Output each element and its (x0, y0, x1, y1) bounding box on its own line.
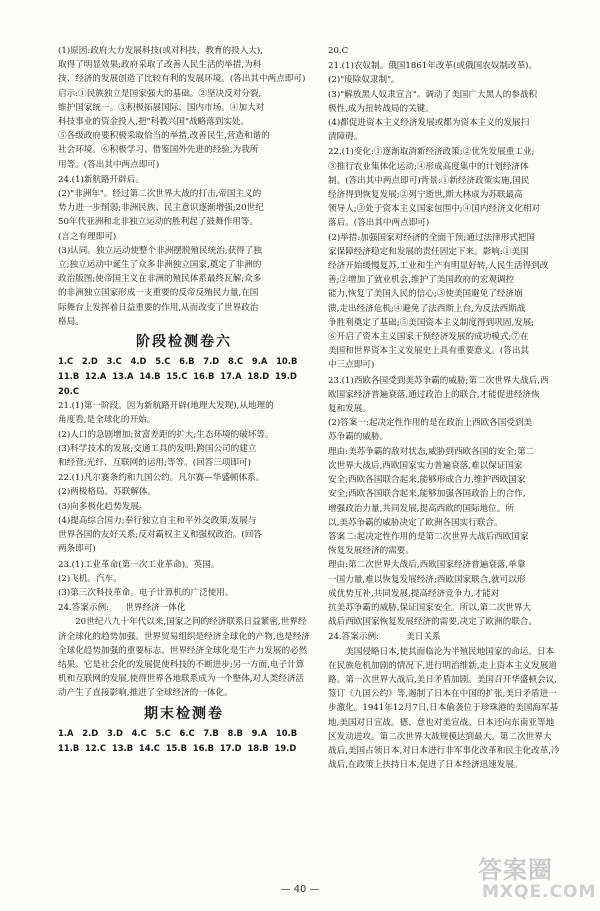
text-line: 家保障经济稳定和发展的责任固定下来。影响:①美国 (328, 246, 529, 257)
section-title-final-exam: 期末检测卷 (144, 705, 224, 722)
text-line: 23.(1)工业革命(第一次工业革命)。英国。 (58, 559, 220, 570)
text-line: (3)向多极化趋势发展。 (58, 501, 148, 512)
text-line: 技、经济的发展创造了比较有利的发展环境。(答出其中两点即可) (58, 74, 306, 85)
text-line: (2)答案一:起决定性作用的是在政治上西欧各国受到美 (328, 418, 533, 429)
text-line: 欧国家经济普遍衰落,通过政治上的联合,才能促进经济恢 (328, 389, 540, 400)
text-line: 世界各国的友好关系;反对霸权主义和强权政治。(回答 (58, 530, 262, 541)
text-line: (言之有理即可) (58, 231, 117, 242)
text-line: 和经营;光纤、互联网的运用;等等。(回答三项即可) (58, 458, 251, 469)
answer-21-right (328, 59, 560, 144)
text-line: 安全;西欧各国联合起来,能够形成合力,维护西欧国家 (328, 475, 526, 486)
text-line: (3)科学技术的发展;交通工具的发明;跨国公司的建立 (58, 443, 257, 454)
text-line: 势力进一步削弱;非洲民族、民主意识逐渐增强;20世纪 (58, 203, 264, 214)
text-line: 格局。 (58, 316, 84, 327)
text-line: 取得了明显效果;政府采取了改善人民生活的举措,为科 (58, 60, 262, 71)
text-line: 启示:①民族独立是国家强大的基础。②坚决反对分裂, (58, 88, 262, 99)
text-line: 政治版图;使帝国主义在非洲的殖民体系最终瓦解;众多 (58, 274, 262, 285)
left-column (58, 44, 310, 756)
page-number: — 40 — (280, 884, 320, 895)
text-line: 23.(1)西欧各国受到美苏争霸的威胁;第二次世界大战后,西 (328, 375, 549, 386)
text-line: 极性,成为扭转战局的关键。 (328, 103, 434, 114)
answer-row: 11.B 12.C 13.B 14.C 15.B 16.B 17.D 18.B 19.D (58, 742, 297, 753)
watermark-url: MXQE.COM (482, 882, 597, 902)
text-line: ⑤各级政府要积极采取恰当的举措,改善民生,营造和谐的 (58, 131, 270, 142)
text-line: 复和发展。 (328, 404, 371, 415)
final-multiple-choice-answers (58, 726, 310, 756)
text-line: 22.(1)凡尔赛条约和九国公约。凡尔赛—华盛顿体系。 (58, 473, 265, 484)
text-line: 增强政治力量,共同发展,提高西欧的国际地位。所 (328, 503, 514, 514)
text-line: ⑥开启了资本主义国家干预经济发展的成功模式;⑦在 (328, 332, 529, 343)
answer-row: 11.B 12.A 13.A 14.B 15.C 16.B 17.A 18.D 19.D (58, 371, 297, 382)
text-line: 22.(1)变化:①逐渐取消新经济政策;②优先发展重工业; (328, 147, 535, 158)
answer-row: 20.C (58, 386, 79, 397)
text-line: 战后西欧国家恢复发展经济的需要,决定了欧洲的联合。 (328, 617, 537, 628)
answer-21 (58, 399, 310, 470)
text-line: 领导人;③处于资本主义国家包围中;④国内经济文化相对 (328, 204, 541, 215)
text-line: (4)都促进资本主义经济发展或都为资本主义的发展扫 (328, 118, 530, 129)
text-line: 善;②增加了就业机会,维护了美国政府的宏观调控 (328, 275, 515, 286)
text-line: 21.(1)农奴制。俄国1861年改革(或俄国农奴制改革)。 (328, 61, 538, 72)
answer-22 (58, 471, 310, 556)
text-line: (3)第三次科技革命。电子计算机的广泛使用。 (58, 587, 234, 598)
text-line: (2)举措:加强国家对经济的全面干预;通过法律形式把国 (328, 232, 536, 243)
essay-heading: 24.答案示例: 世界经济一体化 (58, 603, 186, 614)
text-line: 能力,恢复了美国人民的信心;③使美国避免了经济崩 (328, 289, 523, 300)
right-column (328, 44, 560, 773)
answer-24-essay (58, 601, 310, 700)
text-line: 理由:第二次世界大战后,西欧国家经济普遍衰落,单靠 (328, 560, 526, 571)
text-line: 的非洲独立国家形成一支重要的反帝反殖民力量,在国 (58, 288, 259, 299)
text-line: 答案二:起决定性作用的是第二次世界大战后西欧国家 (328, 531, 529, 542)
text-line: 50年代亚洲和北非独立运动的胜利起了鼓舞作用等。 (58, 217, 258, 228)
answer-20: 20.C (328, 46, 349, 56)
text-line: 中三点即可) (328, 360, 375, 371)
text-line: (2)两极格局。苏联解体。 (58, 487, 157, 498)
text-line: 立;独立运动中诞生了众多非洲独立国家,奠定了非洲的 (58, 260, 262, 271)
text-line: 苏争霸的威胁。 (328, 432, 389, 443)
section-title-stage-six: 阶段检测卷六 (136, 334, 232, 351)
watermark-logo (478, 850, 597, 908)
text-line: 科技事业的资金投入,把"科教兴国"战略落到实处。 (58, 117, 250, 128)
text-line: 争胜利奠定了基础;⑤美国资本主义制度得到巩固,发展; (328, 317, 535, 328)
essay-body: 20世纪八九十年代以来,国家之间的经济联系日益紧密,世界经济全球化的趋势加强。世界贸易组织是经济全球化的产物,也是经济全球化趋势加强的重要标志。世界经济全球化是生产力发展的必然结果。它是社会化的发展促使科技的不断进步;另一方面,电子计算机和互联网的发展,使得世界各地联系成为一个整体,对人类经济活动产生了直接影响,推进了全球经济的一体化。 (58, 617, 310, 699)
text-line: 安全;西欧各国联合起来,能够加强各国政治上的合作, (328, 489, 526, 500)
text-line: 一国力量,难以恢复发展经济;西欧国家联合,就可以形 (328, 574, 526, 585)
text-line: 以,美苏争霸的威胁决定了欧洲各国实行联合。 (328, 517, 503, 528)
text-line: 两条即可) (58, 544, 96, 555)
text-line: 成优势互补,共同发展,提高经济竞争力,才能对 (328, 588, 500, 599)
text-line: (3)认同。独立运动使整个非洲摆脱殖民统治,获得了独 (58, 245, 262, 256)
text-line: 际舞台上发挥着日益重要的作用,从而改变了世界政治 (58, 302, 259, 313)
text-line: 抗美苏争霸的威胁,保证国家安全。所以,第二次世界大 (328, 602, 532, 613)
text-line: 经济开始缓慢复苏,工业和生产有明显好转,人民生活得到改 (328, 261, 549, 272)
essay-heading: 24.答案示例: 美日关系 (328, 632, 441, 643)
text-line: 经济得到恢复发展;②列宁逝世,斯大林成为苏联最高 (328, 190, 523, 201)
text-line: (2)人口的急剧增加;贫富差距的扩大;生态环境的破坏等。 (58, 429, 274, 440)
answer-23-part2 (58, 558, 310, 601)
text-line: 清障碍。 (328, 132, 363, 143)
essay-body: 美国侵略日本,使其面临沦为半殖民地国家的命运。日本在民族危机加剧的情况下,进行明治维新,走上资本主义发展道路。第一次世界大战后,美日矛盾加剧。美国召开华盛顿会议,签订《九国公约》等,遏制了日本在中国的扩张,美日矛盾进一步激化。1941年12月7日,日本偷袭位于珍珠港的美国海军基地,美国对日宣战。德、意也对美宣战。日本还向东南亚等地区发动进攻。第二次世界大战规模达到最大。第二次世界大战后,美国占领日本,对日本进行非军事化改革和民主化改革,冷战后,在政策上扶持日本,促进了日本经济迅速发展。 (328, 646, 560, 771)
answer-23-right (328, 374, 560, 630)
text-line: 次世界大战后,西欧国家实力普遍衰落,难以保证国家 (328, 460, 523, 471)
answer-row: 1.C 2.D 3.C 4.D 5.C 6.B 7.D 8.C 9.A 10.B (58, 356, 298, 367)
watermark-text: 答案圈 (478, 856, 553, 884)
text-line: (3)"解放黑人奴隶宣言"。调动了美国广大黑人的参战积 (328, 89, 538, 100)
text-line: (2)"非洲年"。经过第二次世界大战的打击,帝国主义的 (58, 189, 262, 200)
text-line: (2)"废除奴隶制"。 (328, 75, 400, 86)
text-line: 维护国家统一。③积极拓展国际、国内市场。④加大对 (58, 102, 265, 113)
multiple-choice-answers (58, 354, 310, 399)
text-line: (4)提高综合国力;奉行独立自主和平外交政策;发展与 (58, 515, 257, 526)
answer-22-right (328, 145, 560, 372)
text-line: 角度看,是全球化的开始。 (58, 415, 156, 426)
answer-24-part1 (58, 173, 310, 329)
text-line: (1)原因:政府大力发展科技(或对科技、教育的投入大), (58, 46, 263, 56)
text-line: 溃,走出经济危机;④避免了法西斯上台,为反法西斯战 (328, 303, 526, 314)
text-line: 美国和世界资本主义发展史上具有重要意义。(答出其 (328, 346, 530, 357)
answer-row: 1.A 2.D 3.D 4.C 5.C 6.C 7.B 8.B 9.A 10.B (58, 727, 298, 738)
text-line: 社会环境。⑥积极学习、借鉴国外先进的经验,为我所 (58, 145, 259, 156)
text-line: (2)飞机。汽车。 (58, 573, 122, 584)
answer-23-part1 (58, 44, 310, 172)
text-line: 用等。(答出其中两点即可) (58, 159, 160, 170)
text-line: 理由:美苏争霸的敌对状态,威胁到西欧各国的安全;第二 (328, 446, 535, 457)
text-line: 落后。(答出其中两点即可) (328, 218, 430, 229)
text-line: ③推行农业集体化运动;④形成高度集中的计划经济体 (328, 161, 529, 172)
text-line: 恢复发展经济的需要。 (328, 546, 414, 557)
text-line: 制。(答出其中两点即可)背景:①新经济政策实施,国民 (328, 175, 530, 186)
text-line: 21.(1)第一阶段。因为新航路开辟(地理大发现),从地理的 (58, 401, 274, 412)
answer-24-right-essay (328, 630, 560, 772)
text-line: 24.(1)新航路开辟后。 (58, 174, 144, 185)
